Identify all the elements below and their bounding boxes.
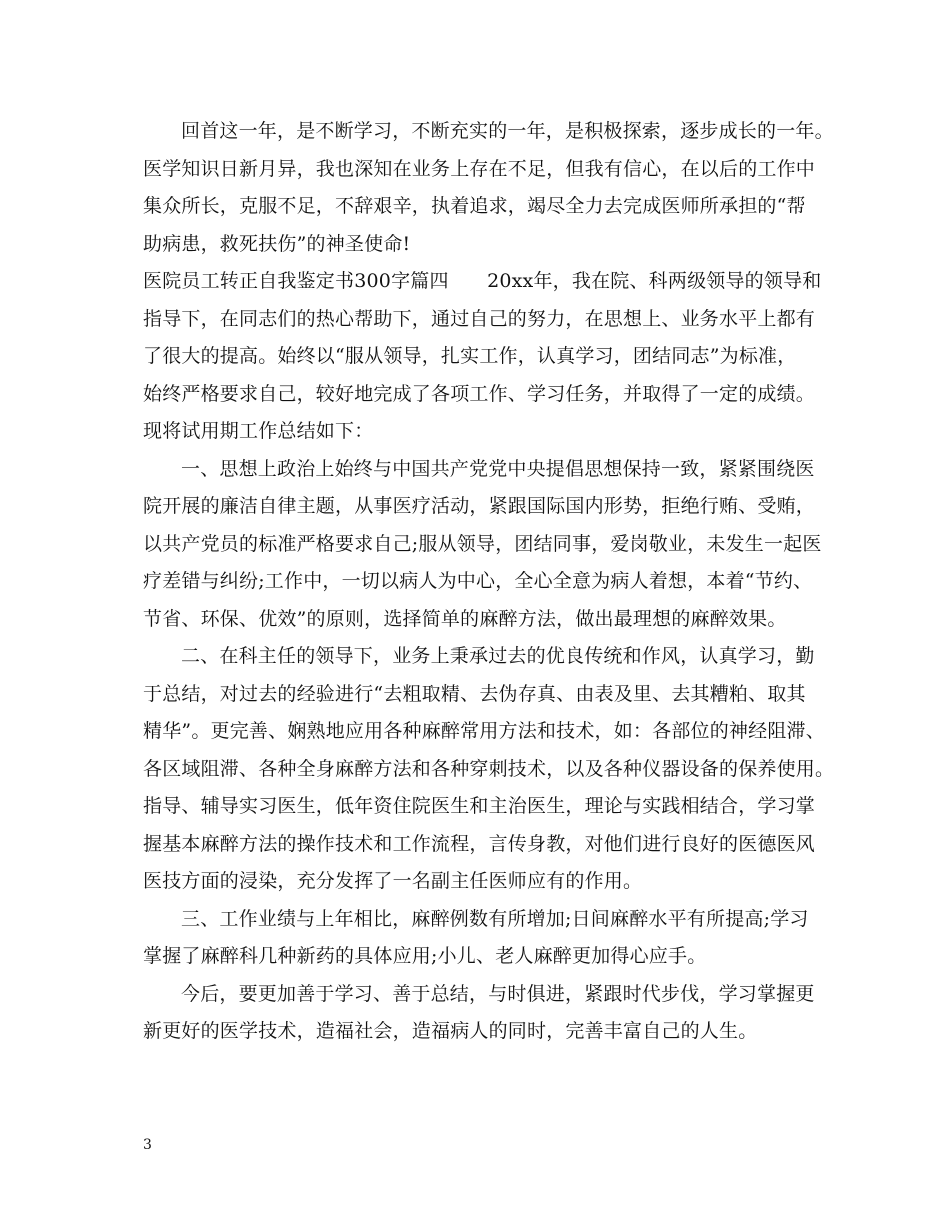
text-line: 今后，要更加善于学习、善于总结，与时俱进，紧跟时代步伐，学习掌握更 <box>181 982 815 1005</box>
text-line: 各区域阻滞、各种全身麻醉方法和各种穿刺技术，以及各种仪器设备的保养使用。 <box>143 757 835 780</box>
text-line: 医学知识日新月异，我也深知在业务上存在不足，但我有信心，在以后的工作中 <box>143 157 816 180</box>
text-line: 三、工作业绩与上年相比，麻醉例数有所增加;日间麻醉水平有所提高;学习 <box>181 907 809 930</box>
text-line: 于总结，对过去的经验进行“去粗取精、去伪存真、由表及里、去其糟粕、取其 <box>143 682 806 705</box>
text-line: 节省、环保、优效”的原则，选择简单的麻醉方法，做出最理想的麻醉效果。 <box>143 607 787 630</box>
text-line: 掌握了麻醉科几种新药的具体应用;小儿、老人麻醉更加得心应手。 <box>143 945 707 967</box>
text-line: 始终严格要求自己，较好地完成了各项工作、学习任务，并取得了一定的成绩。 <box>143 382 816 405</box>
text-line: 医技方面的浸染，充分发挥了一名副主任医师应有的作用。 <box>143 870 643 892</box>
text-line: 握基本麻醉方法的操作技术和工作流程，言传身教，对他们进行良好的医德医风 <box>143 832 816 855</box>
text-line: 回首这一年，是不断学习，不断充实的一年，是积极探索，逐步成长的一年。 <box>181 120 834 142</box>
text-line: 一、思想上政治上始终与中国共产党党中央提倡思想保持一致，紧紧围绕医 <box>181 457 815 480</box>
text-line: 现将试用期工作总结如下： <box>143 420 374 442</box>
text-line: 指导、辅导实习医生，低年资住院医生和主治医生，理论与实践相结合，学习掌 <box>143 795 816 817</box>
text-line: 二、在科主任的领导下，业务上秉承过去的优良传统和作风，认真学习，勤 <box>181 645 815 667</box>
page-number: 3 <box>143 1137 152 1153</box>
text-line: 了很大的提高。始终以“服从领导，扎实工作，认真学习，团结同志”为标准， <box>143 345 797 367</box>
text-line: 以共产党员的标准严格要求自己;服从领导，团结同事，爱岗敬业，未发生一起医 <box>143 532 822 555</box>
text-line: 助病患，救死扶伤”的神圣使命! <box>143 232 411 255</box>
text-line: 疗差错与纠纷;工作中，一切以病人为中心，全心全意为病人着想，本着“节约、 <box>143 570 813 592</box>
text-line: 院开展的廉洁自律主题，从事医疗活动，紧跟国际国内形势，拒绝行贿、受贿， <box>143 495 816 517</box>
text-line: 精华”。更完善、娴熟地应用各种麻醉常用方法和技术，如：各部位的神经阻滞、 <box>143 720 825 742</box>
document-body <box>143 116 835 1054</box>
text-line: 新更好的医学技术，造福社会，造福病人的同时，完善丰富自己的人生。 <box>143 1020 758 1042</box>
text-line: 集众所长，克服不足，不辞艰辛，执着追求，竭尽全力去完成医师所承担的“帮 <box>143 195 806 217</box>
text-line: 指导下，在同志们的热心帮助下，通过自己的努力，在思想上、业务水平上都有 <box>143 307 816 330</box>
text-line: 医院员工转正自我鉴定书300字篇四 20xx年，我在院、科两级领导的领导和 <box>143 270 822 292</box>
